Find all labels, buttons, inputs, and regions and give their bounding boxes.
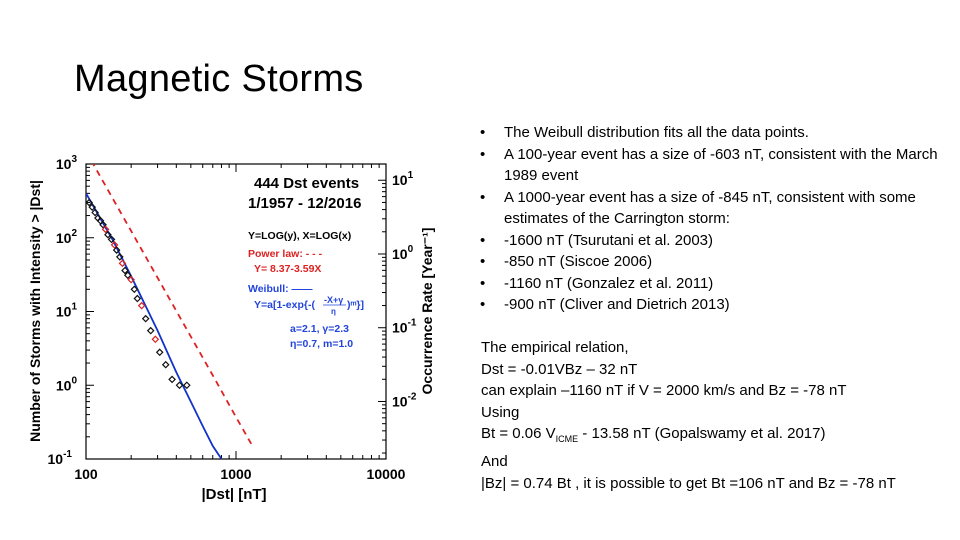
y-right-tick-label: $10^{-2}$ bbox=[392, 391, 417, 410]
note-line-bt bbox=[481, 423, 951, 451]
x-tick-label: 1000 bbox=[220, 466, 252, 482]
powerlaw-fit-line bbox=[86, 151, 253, 447]
y-left-tick-label: $10^{-1}$ bbox=[47, 449, 72, 467]
legend-weibull-label: Weibull: —— bbox=[248, 283, 313, 295]
axis-ticks bbox=[48, 154, 417, 482]
legend-powerlaw-label: Power law: - - - bbox=[248, 248, 323, 260]
y-right-tick-label: $10^1$ bbox=[392, 170, 414, 189]
data-points bbox=[86, 200, 190, 389]
note-line: can explain –1160 nT if V = 2000 km/s and Bz = -78 nT bbox=[481, 382, 847, 400]
note-bt-b: - 13.58 nT (Gopalswamy et al. 2017) bbox=[578, 425, 826, 443]
note-line: And bbox=[481, 452, 508, 470]
note-bt-subscript: ICME bbox=[555, 434, 579, 445]
note-line: The empirical relation, bbox=[481, 339, 629, 356]
legend-params-1: a=2.1, γ=2.3 bbox=[290, 323, 349, 335]
data-point-marker bbox=[143, 316, 149, 322]
legend-params-2: η=0.7, m=1.0 bbox=[290, 338, 354, 350]
note-bt-a: Bt = 0.06 V bbox=[481, 425, 556, 443]
data-point-marker bbox=[134, 296, 140, 302]
bullet-list bbox=[480, 122, 950, 316]
data-point-marker bbox=[169, 376, 175, 382]
legend-events: 444 Dst events bbox=[254, 175, 360, 192]
y-left-tick-label: $10^2$ bbox=[55, 227, 77, 246]
slide-title: Magnetic Storms bbox=[74, 58, 364, 100]
bullet-item: • -850 nT (Siscoe 2006) bbox=[480, 251, 950, 273]
legend-weibull-equation-a: Y=a[1-exp{-( bbox=[254, 299, 315, 311]
x-tick-label: 10000 bbox=[366, 466, 406, 482]
legend-fit-vars: Y=LOG(y), X=LOG(x) bbox=[248, 230, 352, 242]
data-point-marker bbox=[163, 362, 169, 368]
storm-intensity-chart bbox=[22, 150, 442, 510]
bullet-item: • -1160 nT (Gonzalez et al. 2011) bbox=[480, 273, 950, 295]
data-point-marker bbox=[157, 349, 163, 355]
note-line: Using bbox=[481, 403, 520, 421]
legend-weibull-frac-den: η bbox=[331, 307, 336, 316]
data-point-marker bbox=[152, 336, 158, 342]
legend bbox=[248, 175, 364, 350]
bullet-item: • -900 nT (Cliver and Dietrich 2013) bbox=[480, 294, 950, 316]
legend-powerlaw-equation: Y= 8.37-3.59X bbox=[254, 263, 322, 275]
bullet-item: • The Weibull distribution fits all the data points. bbox=[480, 122, 950, 144]
data-point-marker bbox=[148, 328, 154, 334]
note-line: |Bz| = 0.74 Bt , it is possible to get Bt =106 nT and Bz = -78 nT bbox=[481, 474, 896, 492]
bullet-item: • A 100-year event has a size of -603 nT, consistent with the March 1989 event bbox=[480, 144, 950, 187]
bullet-item: • -1600 nT (Tsurutani et al. 2003) bbox=[480, 230, 950, 252]
y-right-axis-label: Occurrence Rate [Year⁻¹] bbox=[419, 227, 435, 395]
y-left-tick-label: $10^3$ bbox=[55, 154, 77, 172]
bullet-item: • A 1000-year event has a size of -845 nT, consistent with some estimates of the Carrington storm: bbox=[480, 187, 950, 230]
y-left-tick-label: $10^0$ bbox=[55, 375, 77, 394]
y-left-axis-label: Number of Storms with Intensity > |Dst| bbox=[27, 180, 43, 442]
note-line: Dst = -0.01VBz – 32 nT bbox=[481, 360, 638, 378]
y-right-tick-label: $10^{-1}$ bbox=[392, 317, 417, 336]
legend-weibull-equation-b: )ᵐ}] bbox=[347, 299, 365, 311]
y-left-tick-label: $10^1$ bbox=[55, 301, 77, 320]
notes-block bbox=[481, 337, 951, 494]
x-tick-label: 100 bbox=[74, 466, 98, 482]
legend-period: 1/1957 - 12/2016 bbox=[248, 195, 362, 212]
x-axis-label: |Dst| [nT] bbox=[201, 486, 267, 503]
y-right-tick-label: $10^0$ bbox=[392, 243, 414, 262]
legend-weibull-frac-num: -X+γ bbox=[324, 295, 344, 305]
